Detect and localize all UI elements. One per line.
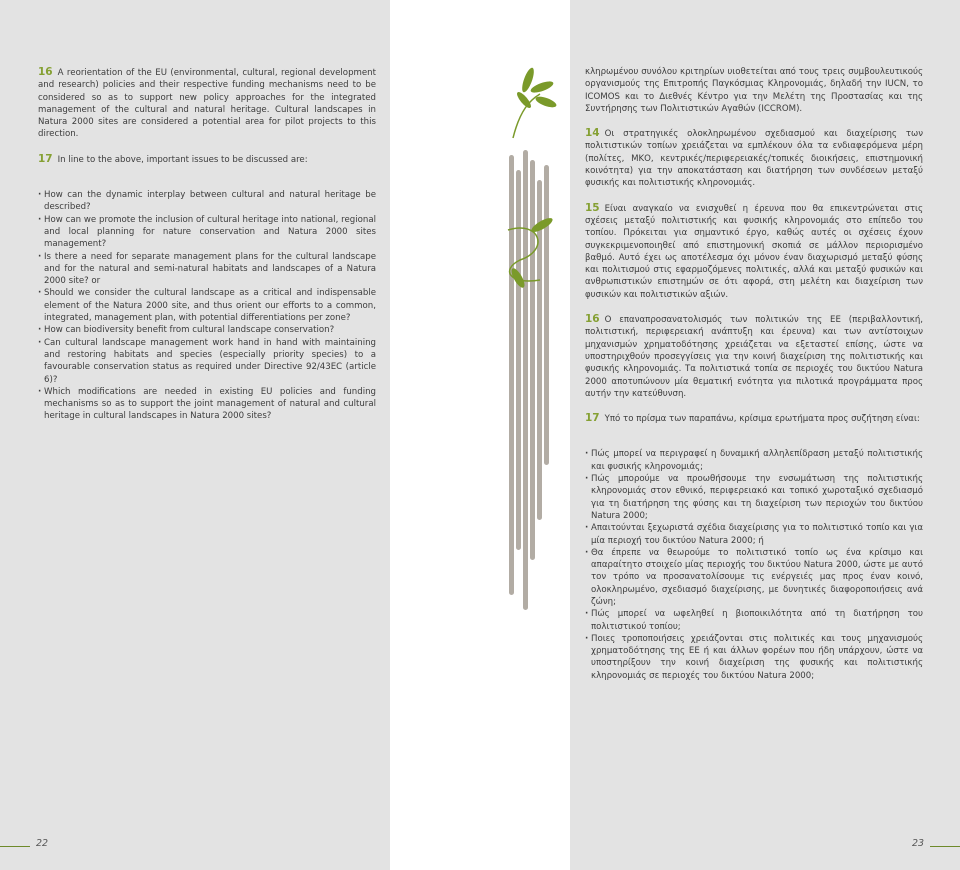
list-item: · How can we promote the inclusion of cultural heritage into national, regional and local planning for nature conservation and Natura 2000 sites management? bbox=[38, 214, 376, 251]
list-item: · Is there a need for separate management plans for the cultural landscape and for the natural and semi-natural habitats and landscapes of a Natura 2000 site? or bbox=[38, 251, 376, 288]
section-number: 15 bbox=[585, 201, 600, 214]
paragraph-17 bbox=[38, 153, 376, 166]
list-item: · Πώς μπορούμε να προωθήσουμε την ενσωμάτωση της πολιτιστικής κληρονομιάς στον εθνικό, περιφερειακό και τοπικό χωροταξικό σχεδιασμό για τη διατήρηση της φύσης και τη διαχείριση των περιοχών του δικτύου Natura 2000; bbox=[585, 473, 923, 522]
section-text: In line to the above, important issues to be discussed are: bbox=[57, 154, 308, 165]
list-item: · Ποιες τροποποιήσεις χρειάζονται στις πολιτικές και τους μηχανισμούς χρηματοδότησης της ΕΕ ή και άλλων φορέων που ήδη υπάρχουν, ώστε να υποστηρίξουν την κοινή διαχείριση της φυσικής και πολιτιστικής κληρονομιάς σε περιοχές του δικτύου Natura 2000; bbox=[585, 633, 923, 682]
section-text: Οι στρατηγικές ολοκληρωμένου σχεδιασμού και διαχείρισης των πολιτιστικών τοπίων χρειάζεται να εμπλέκουν όλα τα ενδιαφερόμενα μέρη (πολίτες, ΜΚΟ, κεντρικές/περιφερειακές/τοπικές διοικήσεις, επιστημονική κοινότητα) για την αποκατάσταση και διατήρηση των συνδέσεων μεταξύ φυσικής και πολιτιστικής κληρονομιάς. bbox=[585, 129, 923, 189]
page-number-left: 22 bbox=[36, 838, 49, 849]
intro-paragraph: κληρωμένου συνόλου κριτηρίων υιοθετείται από τους τρεις συμβουλευτικούς οργανισμούς της Επιτροπής Παγκόσμιας Κληρονομιάς, δηλαδή την IUCN, το ICOMOS και το Διεθνές Κέντρο για την Μελέτη της Προστασίας και της Συντήρησης των Πολιτιστικών Αγαθών (ICCROM). bbox=[585, 67, 923, 114]
stem-bar bbox=[544, 165, 549, 465]
spacer bbox=[585, 437, 923, 448]
paragraph-15 bbox=[585, 202, 923, 301]
list-item: · Θα έπρεπε να θεωρούμε το πολιτιστικό τοπίο ως ένα κρίσιμο και απαραίτητο στοιχείο μίας περιοχής του δικτύου Natura 2000, ώστε με αυτό τον τρόπο να προσανατολίσουμε τις ενέργειές μας προς έναν κοινό, ολοκληρωμένο, σχεδιασμό διαχείρισης, με δυνητικές διαφοροποιήσεις ανά ζώνη; bbox=[585, 547, 923, 608]
section-text: Υπό το πρίσμα των παραπάνω, κρίσιμα ερωτήματα προς συζήτηση είναι: bbox=[604, 414, 920, 425]
page-number-rule-right bbox=[930, 846, 960, 847]
list-item: · Πώς μπορεί να ωφεληθεί η βιοποικιλότητα από τη διατήρηση του πολιτιστικού τοπίου; bbox=[585, 608, 923, 633]
page-number-rule-left bbox=[0, 846, 30, 847]
section-text: A reorientation of the EU (environmental, cultural, regional development and research) policies and their respective funding mechanisms need to be considered so as to support new policy approaches for the integrated management of the cultural and natural heritage. Cultural landscapes in Natura 2000 sites are considered a potential area for pilot projects to this direction. bbox=[38, 68, 376, 140]
paragraph-16 bbox=[38, 66, 376, 141]
list-item: · Which modifications are needed in existing EU policies and funding mechanisms so as to support the joint management of natural and cultural heritage in cultural landscapes in Natura 2000 sites? bbox=[38, 386, 376, 423]
list-item: · Απαιτούνται ξεχωριστά σχέδια διαχείρισης για το πολιτιστικό τοπίο και για μία περιοχή του δικτύου Natura 2000; ή bbox=[585, 522, 923, 547]
section-number: 16 bbox=[585, 313, 600, 326]
paragraph-17 bbox=[585, 412, 923, 425]
leaf-icon bbox=[534, 94, 557, 109]
section-number: 17 bbox=[38, 152, 53, 165]
right-page-text bbox=[585, 66, 923, 682]
list-item: · Can cultural landscape management work hand in hand with maintaining and restoring habitats and species (especially priority species) to a favourable conservation status as required under Directive 92/43EC (article 6)? bbox=[38, 337, 376, 386]
section-number: 16 bbox=[38, 66, 53, 78]
stems-group bbox=[509, 150, 549, 610]
list-item: · How can the dynamic interplay between cultural and natural heritage be described? bbox=[38, 189, 376, 214]
paragraph-16 bbox=[585, 313, 923, 400]
list-item: · How can biodiversity benefit from cultural landscape conservation? bbox=[38, 324, 376, 336]
leaf-icon bbox=[529, 79, 554, 95]
page-number-right: 23 bbox=[912, 838, 925, 849]
section-text: Ο επαναπροσανατολισμός των πολιτικών της ΕΕ (περιβαλλοντική, πολιτιστική, περιφερειακή ανάπτυξη και έρευνα) και των αντίστοιχων μηχανισμών χρηματοδότησης χρειάζεται να εξεταστεί επίσης, ώστε να υποστηριχθούν προσεγγίσεις για την κοινή διαχείριση της πολιτιστικής και φυσικής κληρονομιάς. Τα πολιτιστικά τοπία σε περιοχές του δικτύου Natura 2000 αποτυπώνουν μία θεματική ενότητα για πιλοτικά προγράμματα προς αυτήν την κατεύθυνση. bbox=[585, 315, 923, 399]
list-item: · Πώς μπορεί να περιγραφεί η δυναμική αλληλεπίδραση μεταξύ πολιτιστικής και φυσικής κληρονομιάς; bbox=[585, 448, 923, 473]
list-item: · Should we consider the cultural landscape as a critical and indispensable element of the Natura 2000 site, and thus orient our efforts to a common, integrated, management plan, with potential differentiations per zone? bbox=[38, 287, 376, 324]
section-text: Είναι αναγκαίο να ενισχυθεί η έρευνα που θα επικεντρώνεται στις σχέσεις μεταξύ πολιτιστικής και φυσικής κληρονομιάς στο επίπεδο του τοπίου. Πρόκειται για σημαντικό έργο, καθώς αυτές οι σχέσεις έχουν συγκεκριμενοποιηθεί από επιστημονική σκοπιά σε μάλλον περιορισμένο βαθμό. Αυτό έχει ως αποτέλεσμα όχι μόνον έναν διαχωρισμό μεταξύ φύσης και πολιτισμού στις εφαρμοζόμενες πολιτικές, αλλά και μεταξύ φυσικών και ανθρωπιστικών επιστημών σε ότι αφορά, στη μελέτη και διαχείριση των φυσικών και πολιτιστικών αξιών. bbox=[585, 203, 923, 300]
stem-bar bbox=[523, 150, 528, 610]
section-number: 17 bbox=[585, 412, 600, 425]
question-list bbox=[585, 448, 923, 682]
stem-bar bbox=[530, 160, 535, 560]
plant-illustration bbox=[480, 60, 560, 620]
question-list bbox=[38, 189, 376, 423]
section-number: 14 bbox=[585, 127, 600, 140]
spacer bbox=[38, 178, 376, 189]
left-page-text bbox=[38, 66, 376, 423]
stem-bar bbox=[509, 155, 514, 595]
stem-bar bbox=[516, 170, 521, 550]
paragraph-14 bbox=[585, 127, 923, 189]
leaf-icon bbox=[515, 90, 533, 110]
